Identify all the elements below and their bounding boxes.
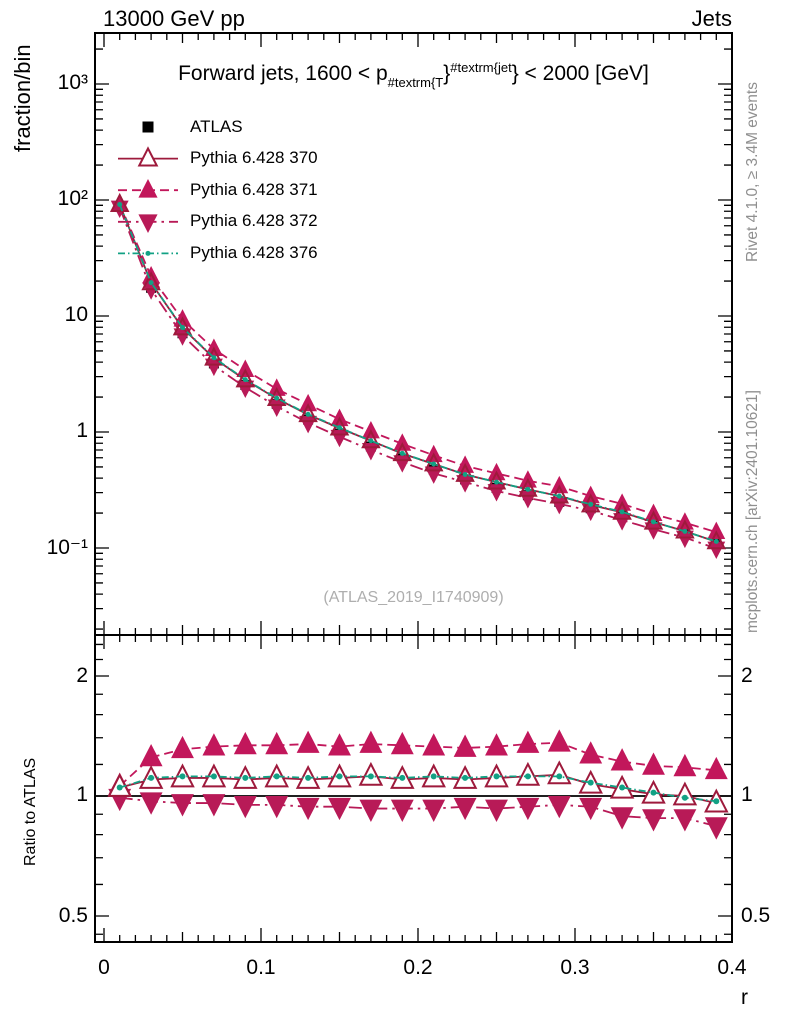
y-tick-1e3: 10³ [57,71,88,94]
plot-title-superscript: #textrm{jet [450,60,512,75]
legend-label-pythia-371: Pythia 6.428 371 [190,180,318,199]
plot-title-subscript: #textrm{T [387,75,444,90]
legend-label-atlas: ATLAS [190,117,243,136]
analysis-id-watermark: (ATLAS_2019_I1740909) [323,589,504,606]
legend-label-pythia-372: Pythia 6.428 372 [190,211,318,230]
plot-title-suffix: < 2000 [GeV] [518,62,649,85]
analysis-group-title: Jets [691,6,732,31]
y-tick-1e1: 10 [64,303,88,326]
plot-title-brace1: } [443,62,451,85]
plot-title-brace2: } [511,62,519,85]
x-tick-0p1: 0.1 [246,956,276,979]
beam-energy-title: 13000 GeV pp [103,6,245,31]
y-tick-1e2: 10² [57,187,88,210]
x-tick-0p3: 0.3 [560,956,590,979]
legend-markers [118,122,178,256]
y-tick-1: 1 [76,419,88,442]
y-axis-title-main: fraction/bin [10,44,35,152]
ratio-tick-right-2: 2 [741,664,753,687]
x-tick-0p2: 0.2 [403,956,433,979]
legend-label-pythia-370: Pythia 6.428 370 [190,148,318,167]
plot-title [95,60,732,90]
ratio-tick-left-2: 2 [76,664,88,687]
y-axis-title-ratio: Ratio to ATLAS [22,757,39,866]
ratio-panel-series [95,730,732,838]
plot-title-prefix: Forward jets, 1600 < p [178,62,388,85]
x-axis-title: r [741,986,748,1009]
x-tick-0: 0 [98,956,110,979]
ratio-tick-right-1: 1 [741,783,753,806]
ratio-tick-left-1: 1 [76,783,88,806]
x-tick-0p4: 0.4 [717,956,747,979]
ratio-tick-right-0p5: 0.5 [741,904,771,927]
y-tick-1e-1: 10⁻¹ [46,536,88,559]
legend-label-pythia-376: Pythia 6.428 376 [190,243,318,262]
rivet-version-note: Rivet 4.1.0, ≥ 3.4M events [744,82,761,262]
mcplots-arxiv-note: mcplots.cern.ch [arXiv:2401.10621] [744,390,761,633]
ratio-tick-left-0p5: 0.5 [58,904,88,927]
